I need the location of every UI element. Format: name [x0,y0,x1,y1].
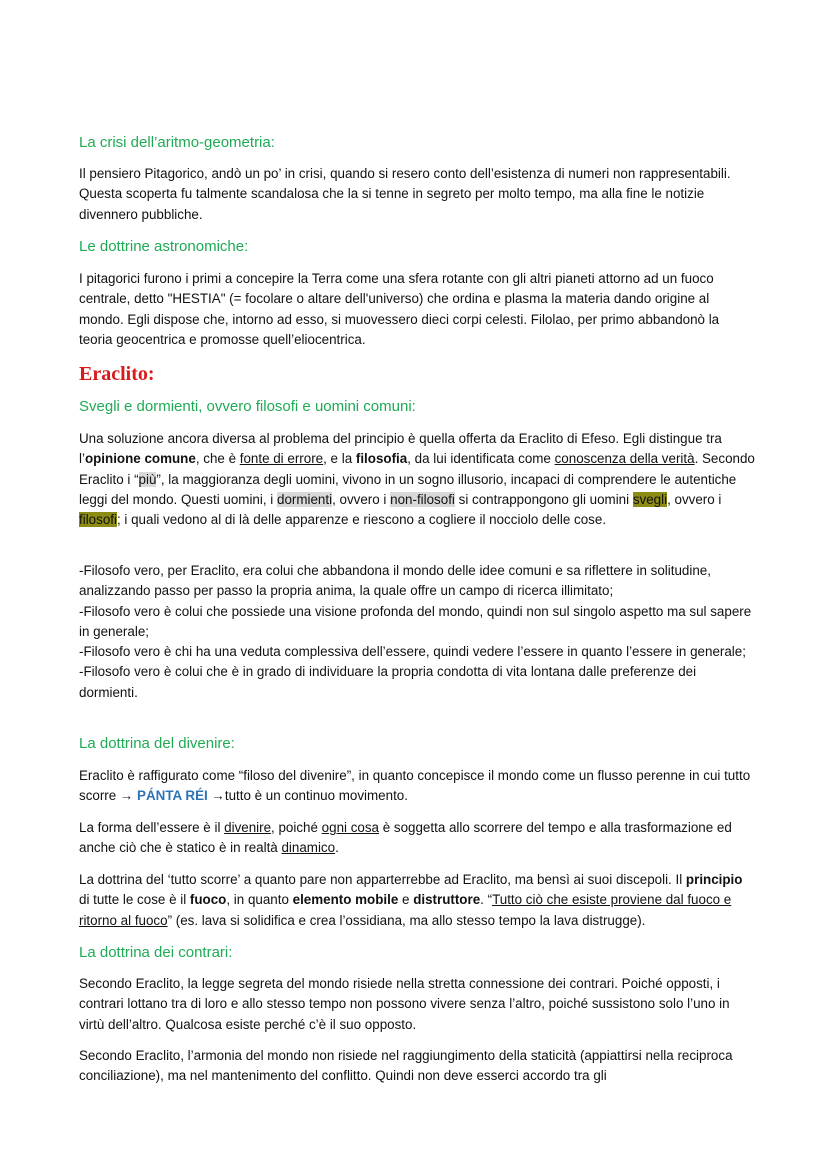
paragraph-astro [79,269,755,350]
section-contrari [79,943,755,963]
divenire-text-3 [79,870,755,931]
paragraph-divenire-3 [79,870,755,931]
text-run: La dottrina del ‘tutto scorre’ a quanto pare non apparterrebbe ad Eraclito, ma bensì ai suoi discepoli. Il [79,872,686,887]
section-astro [79,237,755,257]
list-item: -Filosofo vero, per Eraclito, era colui che abbandona il mondo delle idee comuni e sa riflettere in solitudine, analizzando passo per passo la propria anima, la quale offre un campo di ricerca illimitato; [79,563,711,599]
text-run: . [335,840,339,856]
divenire-text-1 [79,766,755,807]
underline-divenire: divenire [224,820,272,835]
filosofo-list [79,561,755,703]
bold-elemento-mobile: elemento mobile [292,892,399,908]
highlight-non-filosofi: non-filosofi [390,491,455,507]
text-run: si contrappongono gli uomini [454,491,633,507]
underline-dinamico: dinamico [281,840,336,856]
heading-contrari: La dottrina dei contrari: [79,944,233,961]
underline-quote: Tutto ciò che esiste proviene dal fuoco e ritorno al fuoco [79,892,732,928]
text-run: ” (es. lava si solidifica e crea l’ossidiana, ma allo stesso tempo la lava distrugge). [167,912,646,928]
bold-filosofia: filosofia [355,451,408,467]
text-run: e [398,892,414,908]
paragraph-svegli [79,429,755,530]
text-run: →tutto è un continuo movimento. [207,788,408,804]
highlight-piu: più [138,471,157,487]
heading-svegli: Svegli e dormienti, ovvero filosofi e uomini comuni: [79,398,416,415]
heading-crisi: La crisi dell’aritmo-geometria: [79,134,275,151]
contrari-text-2: Secondo Eraclito, l’armonia del mondo non risiede nel raggiungimento della staticità (appiattirsi nella reciproca conciliazione), ma nel mantenimento del conflitto. Quindi non deve esserci accordo tra gli [79,1048,733,1084]
text-run: . “ [480,892,493,908]
list-item: -Filosofo vero è colui che è in grado di individuare la propria condotta di vita lontana dalle preferenze dei dormienti. [79,664,697,700]
section-svegli [79,397,755,417]
heading-divenire: La dottrina del divenire: [79,735,235,752]
underline-conoscenza-verita: conoscenza della verità [554,451,695,467]
svegli-text [79,429,755,530]
text-run: , in quanto [226,892,293,908]
underline-fonte-errore: fonte di errore [239,451,324,467]
section-crisi [79,133,755,153]
text-run: . Secondo Eraclito i “ [79,451,755,487]
crisi-text: Il pensiero Pitagorico, andò un po’ in crisi, quando si resero conto dell’esistenza di numeri non rappresentabili. Questa scoperta fu talmente scandalosa che la si tenne in segreto per molto tempo, ma alla fine le notizie divennero pubbliche. [79,166,731,222]
text-run: è soggetta allo scorrere del tempo e alla trasformazione ed anche ciò che è statico è in realtà [79,820,732,856]
bold-distruttore: distruttore [413,892,481,908]
text-run: ”, la maggioranza degli uomini, vivono in un sogno illusorio, incapaci di comprendere le autentiche leggi del mondo. Questi uomini, i [79,471,737,507]
heading-astro: Le dottrine astronomiche: [79,238,249,255]
panta-rei: PÁNTA RÉI [137,788,208,804]
paragraph-contrari-1 [79,974,755,1035]
highlight-dormienti: dormienti [277,491,333,507]
bold-principio: principio [685,872,743,887]
text-run: La forma dell’essere è il [79,820,225,835]
text-run: , e la [323,451,356,467]
paragraph-contrari-2 [79,1046,755,1087]
paragraph-divenire-2 [79,818,755,859]
text-run: , poiché [271,820,322,835]
section-divenire [79,734,755,754]
text-run: Una soluzione ancora diversa al problema del principio è quella offerta da Eraclito di Efeso. Egli distingue tra l’ [79,431,722,467]
divenire-text-2 [79,818,755,859]
section-eraclito [79,362,755,386]
contrari-text-1: Secondo Eraclito, la legge segreta del mondo risiede nella stretta connessione dei contrari. Poiché opposti, i contrari lottano tra di loro e allo stesso tempo non possono vivere senza l’altro, poiché sussistono solo l’uno in virtù dell’altro. Qualcosa esiste perché c’è il suo opposto. [79,976,730,1032]
astro-text: I pitagorici furono i primi a concepire la Terra come una sfera rotante con gli altri pianeti attorno ad un fuoco centrale, detto "HESTIA" (= focolare o altare dell'universo) che ordina e plasma la materia dando origine al mondo. Egli dispose che, intorno ad esso, si muovessero dieci corpi celesti. Filolao, per primo abbandonò la teoria geocentrica e promosse quell’eliocentrica. [79,271,720,347]
bold-fuoco: fuoco [189,892,227,908]
bold-opinione-comune: opinione comune [84,451,196,467]
text-run: , da lui identificata come [407,451,555,467]
text-run: ; i quali vedono al di là delle apparenze e riescono a cogliere il nocciolo delle cose. [116,512,607,528]
title-eraclito: Eraclito: [79,363,155,385]
underline-ogni-cosa: ogni cosa [321,820,379,835]
highlight-svegli: svegli [632,491,668,507]
text-run: , che è [195,451,240,467]
text-run: , ovvero i [332,491,391,507]
list-item: -Filosofo vero è colui che possiede una visione profonda del mondo, quindi non sul singolo aspetto ma sul sapere in generale; [79,603,752,639]
paragraph-divenire-1 [79,766,755,807]
highlight-filosofi: filosofi [79,512,117,528]
text-run: di tutte le cose è il [79,892,190,908]
text-run: , ovvero i [667,491,722,507]
paragraph-crisi [79,164,755,225]
text-run: Eraclito è raffigurato come “filoso del divenire”, in quanto concepisce il mondo come un flusso perenne in cui tutto scorre → [79,768,751,804]
list-item: -Filosofo vero è chi ha una veduta complessiva dell’essere, quindi vedere l’essere in quanto l’essere in generale; [79,644,746,660]
